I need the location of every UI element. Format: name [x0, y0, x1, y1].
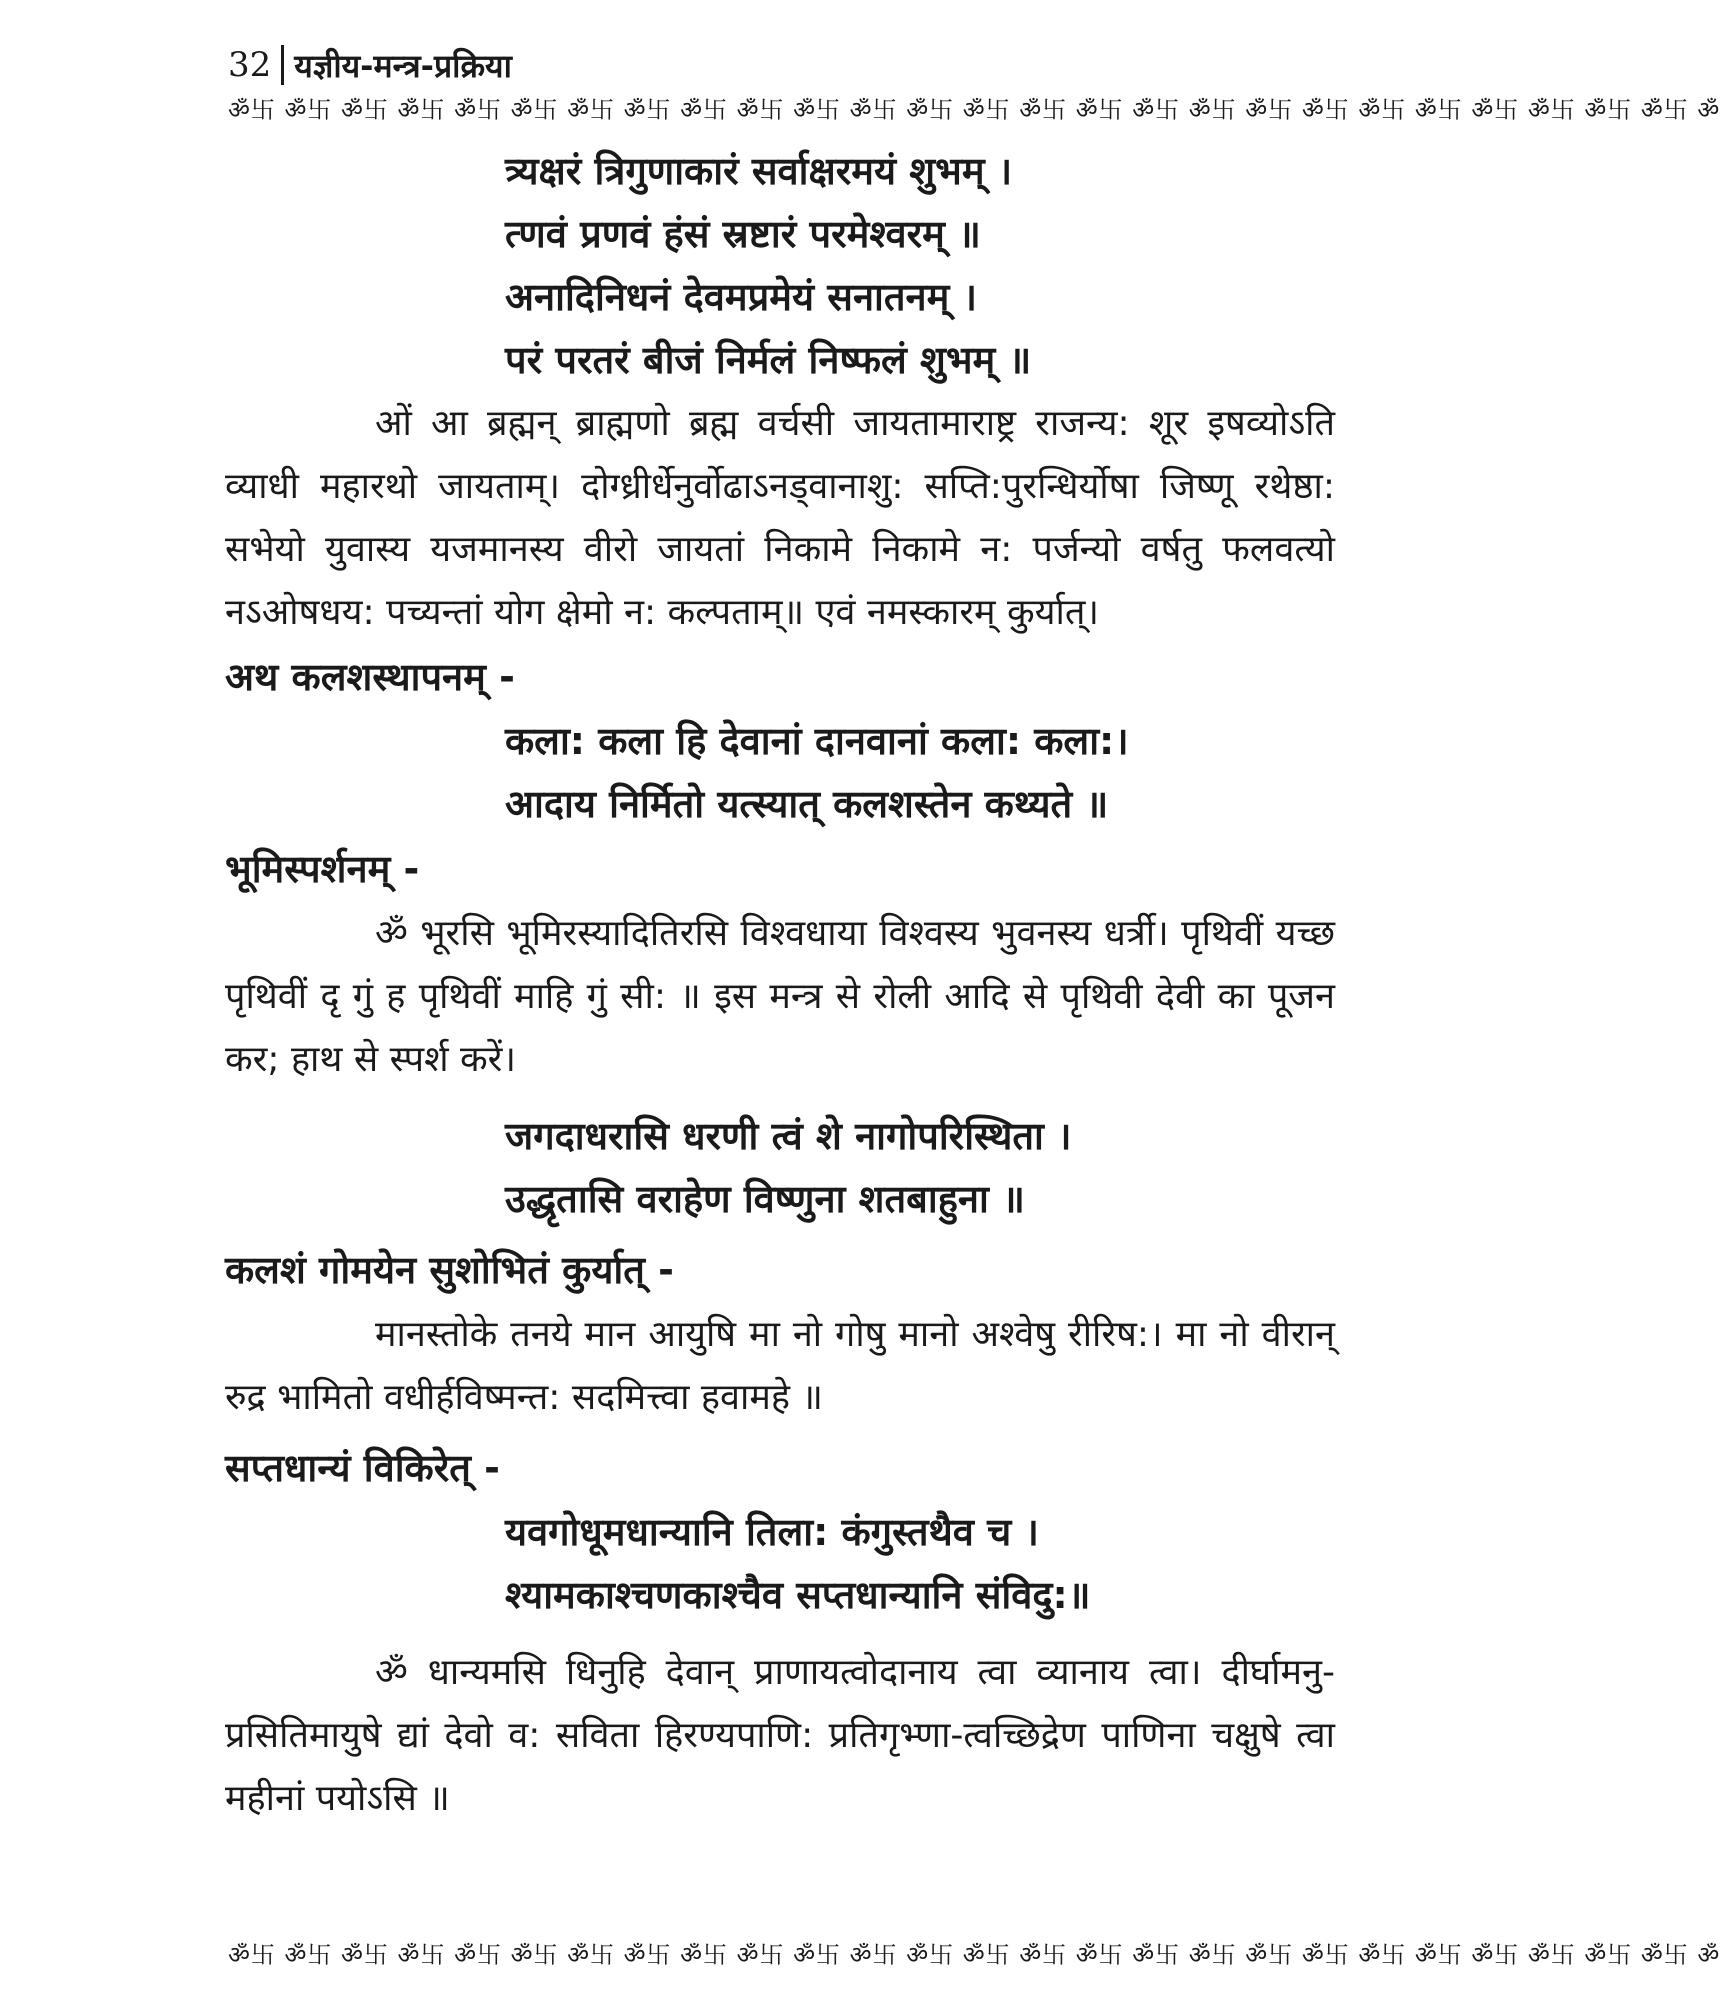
paragraph-bhumi-mantra: ॐ भूरसि भूमिरस्यादितिरसि विश्वधाया विश्वस्य भुवनस्य धर्त्री। पृथिवीं यच्छ पृथिवीं दृ गुं ह पृथिवीं माहि गुं सी: ॥ इस मन्त्र से रोली आदि से पृथिवी देवी का पूजन कर; हाथ से स्पर्श करें।	[225, 913, 1335, 1080]
section-heading-saptadhanya: सप्तधान्यं विकिरेत् -	[225, 1446, 500, 1490]
section-heading-kalash-gomaya: कलशं गोमयेन सुशोभितं कुर्यात् -	[225, 1248, 674, 1292]
page-header	[228, 40, 512, 90]
verse-line: आदाय निर्मितो यत्स्यात् कलशस्तेन कथ्यते ॥	[505, 782, 1109, 826]
verse-line: जगदाधरासि धरणी त्वं शे नागोपरिस्थिता ।	[505, 1114, 1072, 1158]
paragraph-dhanya-mantra: ॐ धान्यमसि धिनुहि देवान् प्राणायत्वोदानाय त्वा व्यानाय त्वा। दीर्घामनु-प्रसितिमायुषे द्यां देवो व: सविता हिरण्यपाणि: प्रतिगृभ्णा-त्वच्छिद्रेण पाणिना चक्षुषे त्वा महीनां पयोऽसि ॥	[225, 1652, 1335, 1819]
verse-block-3	[225, 1105, 1335, 1231]
ornamental-border-bottom: ॐ卐 ॐ卐 ॐ卐 ॐ卐 ॐ卐 ॐ卐 ॐ卐 ॐ卐 ॐ卐 ॐ卐 ॐ卐 ॐ卐 ॐ卐 ॐ卐 ॐ卐 ॐ卐 ॐ卐 ॐ卐 ॐ卐 ॐ卐 ॐ卐 ॐ卐 ॐ卐 ॐ卐 ॐ卐 ॐ卐 ॐ	[228, 1941, 1720, 1969]
verse-block-4	[225, 1501, 1335, 1627]
verse-line: कला: कला हि देवानां दानवानां कला: कला:।	[505, 719, 1129, 763]
section-heading-bhumi-sparshanam: भूमिस्पर्शनम् -	[225, 847, 420, 891]
verse-line: परं परतरं बीजं निर्मलं निष्फलं शुभम् ॥	[505, 338, 1032, 382]
verse-block-1	[225, 140, 1335, 392]
page-number: 32	[228, 45, 272, 85]
verse-line: अनादिनिधनं देवमप्रमेयं सनातनम् ।	[505, 275, 977, 319]
ornamental-border-top: ॐ卐 ॐ卐 ॐ卐 ॐ卐 ॐ卐 ॐ卐 ॐ卐 ॐ卐 ॐ卐 ॐ卐 ॐ卐 ॐ卐 ॐ卐 ॐ卐 ॐ卐 ॐ卐 ॐ卐 ॐ卐 ॐ卐 ॐ卐 ॐ卐 ॐ卐 ॐ卐 ॐ卐 ॐ卐 ॐ卐 ॐ	[228, 96, 1720, 124]
verse-line: त्र्यक्षरं त्रिगुणाकारं सर्वाक्षरमयं शुभम् ।	[505, 149, 1013, 193]
section-heading-kalash-sthapanam: अथ कलशस्थापनम् -	[225, 655, 515, 699]
verse-line: श्यामकाश्चणकाश्चैव सप्तधान्यानि संविदु:॥	[505, 1573, 1091, 1617]
verse-line: त्णवं प्रणवं हंसं स्रष्टारं परमेश्वरम् ॥	[505, 212, 981, 256]
running-title: यज्ञीय-मन्त्र-प्रक्रिया	[294, 46, 512, 85]
paragraph-rashtra-mantra: ओं आ ब्रह्मन् ब्राह्मणो ब्रह्म वर्चसी जायतामाराष्ट्र राजन्य: शूर इषव्योऽति व्याधी महारथो जायताम्। दोग्ध्रीर्धेनुर्वोढाऽनड्वानाशु: सप्ति:पुरन्धिर्योषा जिष्णू रथेष्ठा: सभेयो युवास्य यजमानस्य वीरो जायतां निकामे निकामे न: पर्जन्यो वर्षतु फलवत्यो नऽओषधय: पच्यन्तां योग क्षेमो न: कल्पताम्॥ एवं नमस्कारम् कुर्यात्।	[225, 403, 1335, 633]
header-divider	[281, 45, 284, 85]
verse-line: यवगोधूमधान्यानि तिला: कंगुस्तथैव च ।	[505, 1510, 1039, 1554]
verse-block-2	[225, 710, 1335, 836]
paragraph-manastoke-mantra: मानस्तोके तनये मान आयुषि मा नो गोषु मानो अश्वेषु रीरिष:। मा नो वीरान् रुद्र भामितो वधीर्हविष्मन्त: सदमित्त्वा हवामहे ॥	[225, 1314, 1335, 1418]
verse-line: उद्धृतासि वराहेण विष्णुना शतबाहुना ॥	[505, 1177, 1025, 1221]
page-body	[225, 140, 1335, 1830]
